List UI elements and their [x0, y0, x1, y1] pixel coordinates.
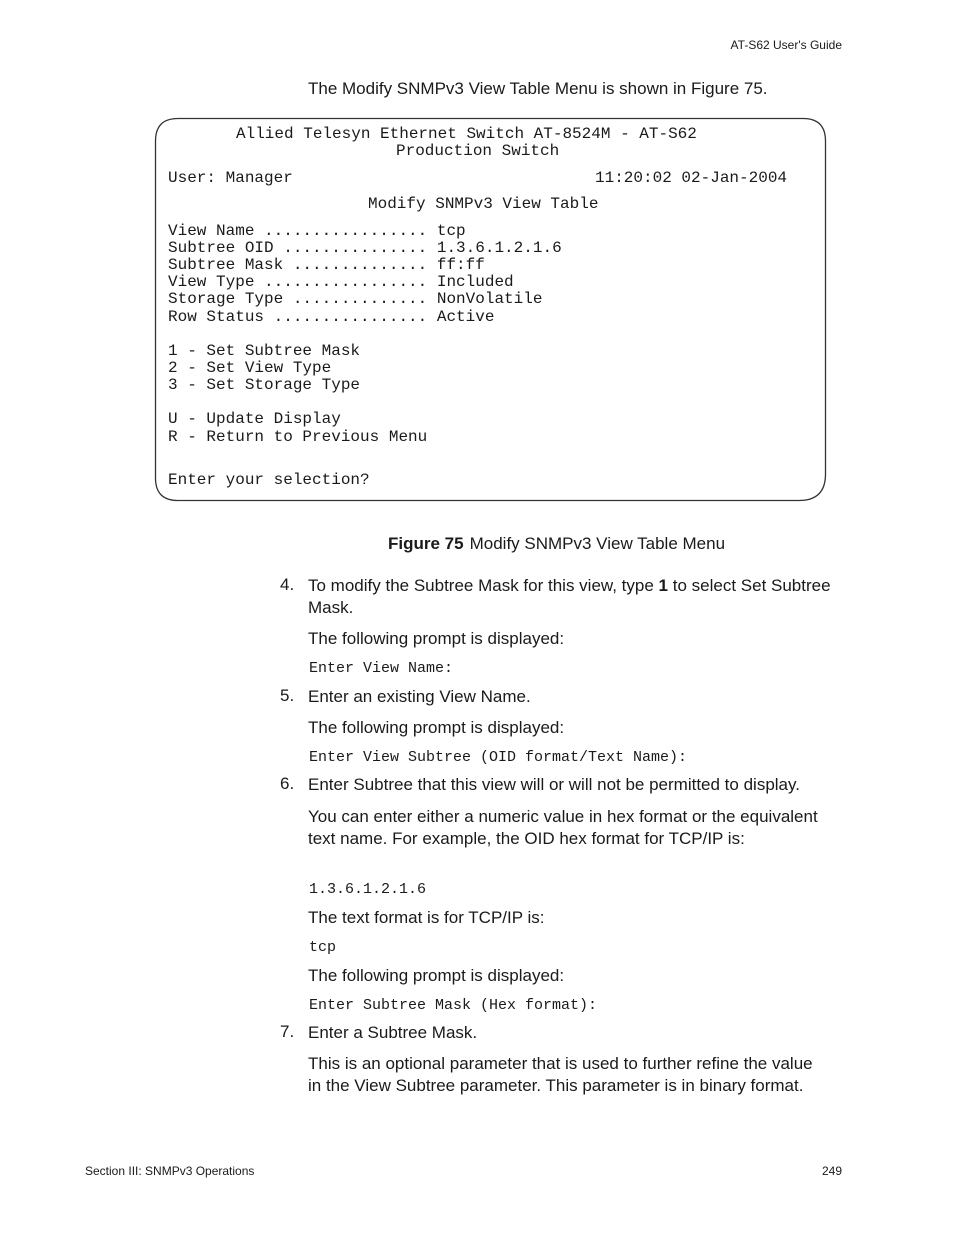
text-format-note: The text format is for TCP/IP is: — [308, 908, 545, 927]
screen-timestamp: 11:20:02 02-Jan-2004 — [595, 169, 788, 187]
step-6-number: 6. — [280, 774, 295, 793]
code-oid-value: 1.3.6.1.2.1.6 — [309, 881, 427, 898]
screen-field-storage-type: Storage Type .............. NonVolatile — [168, 290, 543, 308]
step-6-paragraph: You can enter either a numeric value in hex format or the equivalent text name. For example, the OID hex format for TCP/IP is: — [308, 807, 818, 848]
code-tcp: tcp — [309, 939, 337, 956]
screen-field-view-type: View Type ................. Included — [168, 273, 514, 291]
screen-option-set-storage-type: 3 - Set Storage Type — [168, 376, 361, 394]
figure-caption — [388, 534, 725, 554]
screen-field-subtree-oid: Subtree OID ............... 1.3.6.1.2.1.6 — [168, 239, 562, 257]
intro-text: The Modify SNMPv3 View Table Menu is shown in Figure 75. — [308, 79, 768, 98]
step-5-text: Enter an existing View Name. — [308, 687, 531, 706]
screen-menu-title: Modify SNMPv3 View Table — [368, 195, 599, 213]
screen-prompt: Enter your selection? — [168, 471, 370, 489]
running-footer-section: Section III: SNMPv3 Operations — [85, 1164, 255, 1178]
terminal-screen-figure — [154, 117, 827, 502]
screen-option-set-view-type: 2 - Set View Type — [168, 359, 332, 377]
step-5-number: 5. — [280, 686, 295, 705]
step-7-text: Enter a Subtree Mask. — [308, 1023, 478, 1042]
screen-field-subtree-mask: Subtree Mask .............. ff:ff — [168, 256, 485, 274]
step-6-text: Enter Subtree that this view will or will not be permitted to display. — [308, 775, 800, 794]
code-enter-subtree-mask: Enter Subtree Mask (Hex format): — [309, 997, 598, 1014]
figure-label: Figure 75 — [388, 534, 464, 553]
screen-field-row-status: Row Status ................ Active — [168, 308, 495, 326]
screen-user: User: Manager — [168, 169, 293, 187]
screen-field-view-name: View Name ................. tcp — [168, 222, 466, 240]
screen-command-update-display: U - Update Display — [168, 410, 341, 428]
step-4-text: To modify the Subtree Mask for this view, type 1 to select Set Subtree Mask. — [308, 576, 831, 617]
step-7-number: 7. — [280, 1022, 295, 1041]
step-4-number: 4. — [280, 575, 295, 594]
running-header: AT-S62 User's Guide — [730, 38, 842, 52]
code-enter-view-subtree: Enter View Subtree (OID format/Text Name): — [309, 749, 688, 766]
screen-title-line1: Allied Telesyn Ethernet Switch AT-8524M - AT-S62 — [236, 125, 697, 143]
page-number: 249 — [821, 1164, 842, 1178]
figure-caption-text: Modify SNMPv3 View Table Menu — [469, 534, 726, 553]
step-7-paragraph: This is an optional parameter that is used to further refine the value in the View Subtree parameter. This parameter is in binary format. — [308, 1054, 813, 1095]
code-enter-view-name: Enter View Name: — [309, 660, 454, 677]
screen-command-return: R - Return to Previous Menu — [168, 428, 428, 446]
screen-title-line2: Production Switch — [396, 142, 560, 160]
prompt-displayed-text-3: The following prompt is displayed: — [308, 966, 565, 985]
prompt-displayed-text-1: The following prompt is displayed: — [308, 629, 565, 648]
screen-option-set-subtree-mask: 1 - Set Subtree Mask — [168, 342, 361, 360]
prompt-displayed-text-2: The following prompt is displayed: — [308, 718, 565, 737]
